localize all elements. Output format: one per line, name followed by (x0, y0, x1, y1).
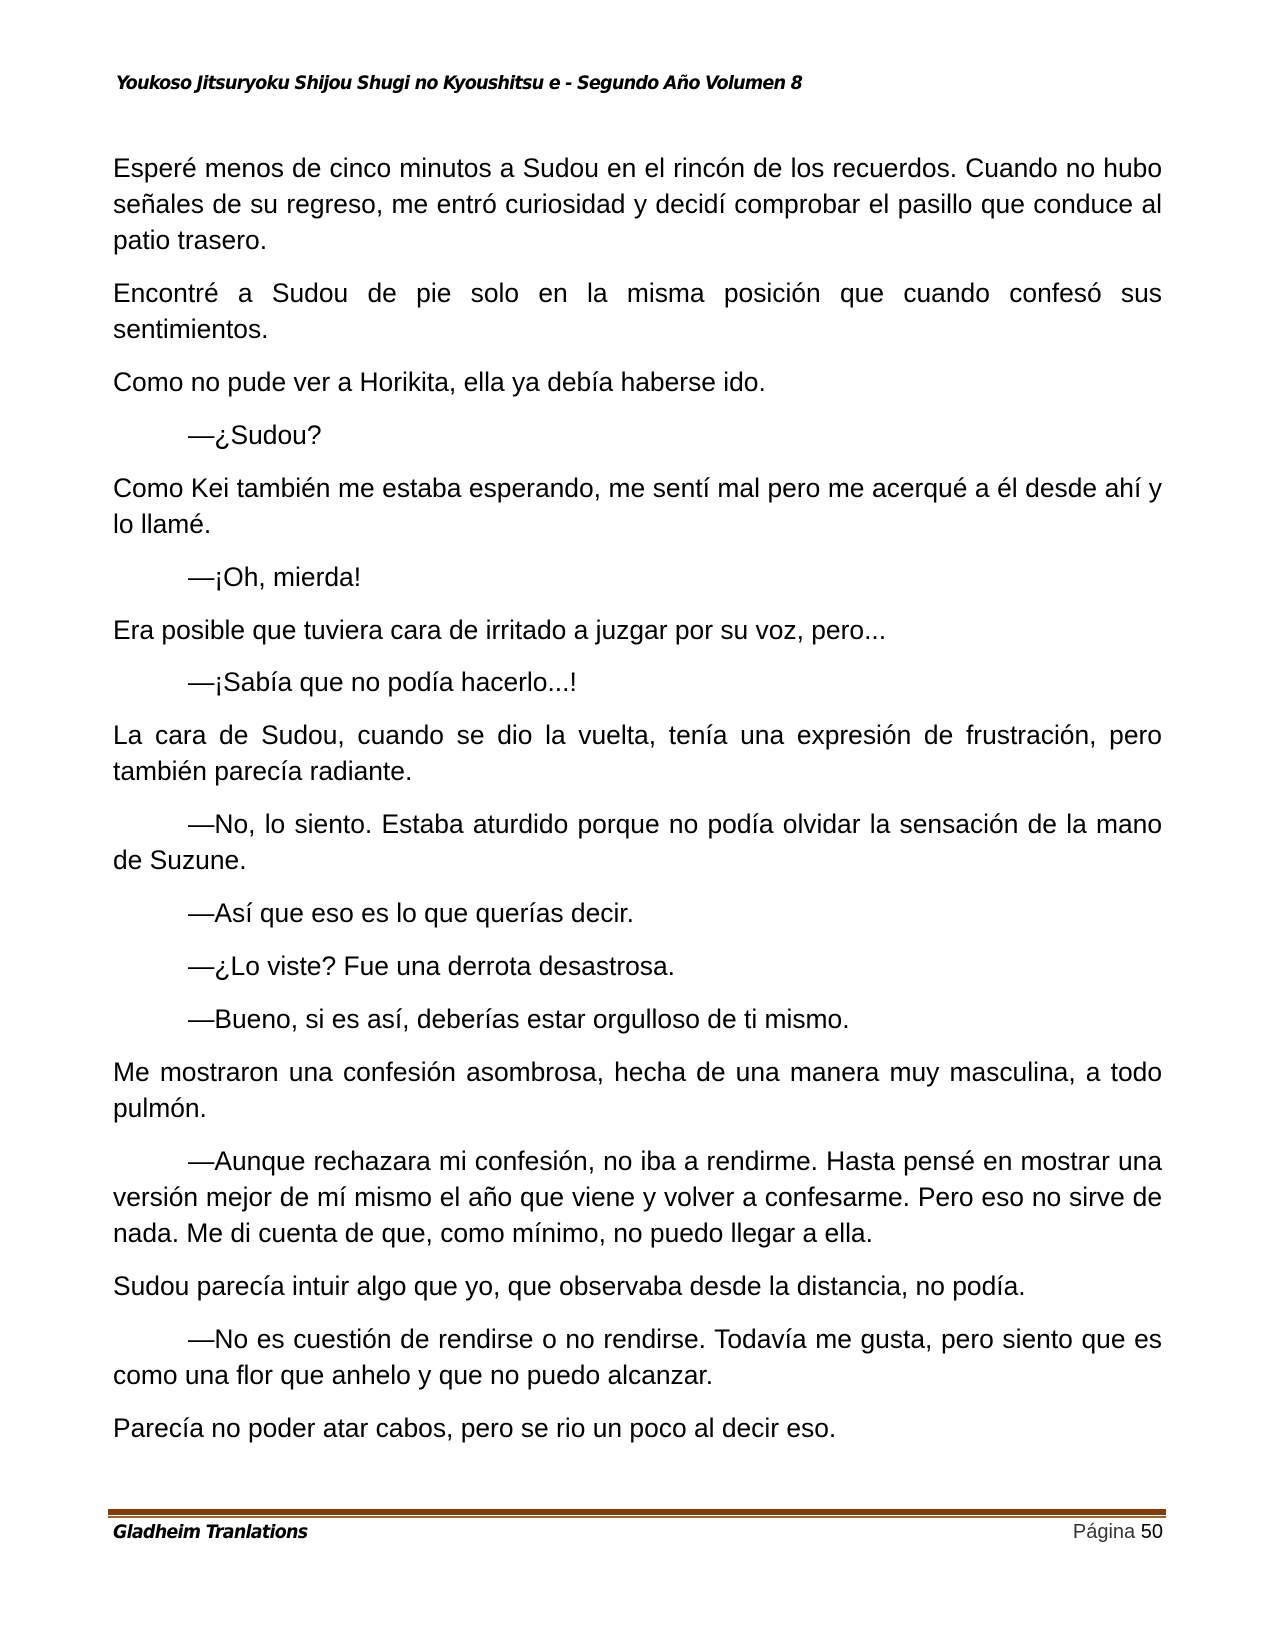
paragraph-dialog: —¡Oh, mierda! (188, 561, 362, 592)
paragraph-narration: Era posible que tuviera cara de irritado a juzgar por su voz, pero... (113, 614, 887, 645)
footer-divider (108, 1509, 1166, 1518)
page-label: Página (1072, 1521, 1136, 1543)
footer-divider-thin (108, 1516, 1166, 1518)
paragraph-dialog: —No es cuestión de rendirse o no rendirse. Todavía me gusta, pero siento que es como una flor que anhelo y que no puedo alcanzar. (113, 1323, 1162, 1390)
paragraph-dialog: —Bueno, si es así, deberías estar orgulloso de ti mismo. (188, 1003, 850, 1034)
paragraph-narration: Encontré a Sudou de pie solo en la misma posición que cuando confesó sus sentimientos. (113, 278, 1162, 345)
paragraph-narration: Como no pude ver a Horikita, ella ya debía haberse ido. (113, 367, 766, 398)
paragraph-narration: La cara de Sudou, cuando se dio la vuelta, tenía una expresión de frustración, pero también parecía radiante. (113, 720, 1162, 787)
body-text (113, 150, 1162, 1462)
footer-divider-thick (108, 1509, 1166, 1515)
paragraph-narration: Esperé menos de cinco minutos a Sudou en el rincón de los recuerdos. Cuando no hubo señales de su regreso, me entró curiosidad y decidí comprobar el pasillo que conduce al patio trasero. (113, 153, 1162, 256)
paragraph-dialog: —¿Sudou? (188, 420, 322, 450)
page-number: 50 (1140, 1521, 1163, 1543)
paragraph-narration: Como Kei también me estaba esperando, me sentí mal pero me acerqué a él desde ahí y lo llamé. (113, 472, 1162, 539)
paragraph-dialog: —Aunque rechazara mi confesión, no iba a rendirme. Hasta pensé en mostrar una versión mejor de mí mismo el año que viene y volver a confesarme. Pero eso no sirve de nada. Me di cuenta de que, como mínimo, no puedo llegar a ella. (113, 1145, 1162, 1248)
paragraph-narration: Sudou parecía intuir algo que yo, que observaba desde la distancia, no podía. (113, 1270, 1026, 1301)
page-number-block (1073, 1521, 1163, 1544)
paragraph-dialog: —¿Lo viste? Fue una derrota desastrosa. (188, 950, 676, 981)
paragraph-dialog: —No, lo siento. Estaba aturdido porque no podía olvidar la sensación de la mano de Suzune. (113, 809, 1162, 876)
paragraph-dialog: —Así que eso es lo que querías decir. (188, 898, 634, 929)
paragraph-narration: Me mostraron una confesión asombrosa, hecha de una manera muy masculina, a todo pulmón. (113, 1056, 1162, 1123)
paragraph-dialog: —¡Sabía que no podía hacerlo...! (188, 667, 577, 698)
footer-credit: Gladheim Tranlations (113, 1521, 308, 1543)
running-header: Youkoso Jitsuryoku Shijou Shugi no Kyoushitsu e - Segundo Año Volumen 8 (116, 72, 803, 94)
paragraph-narration: Parecía no poder atar cabos, pero se rio un poco al decir eso. (113, 1412, 837, 1443)
